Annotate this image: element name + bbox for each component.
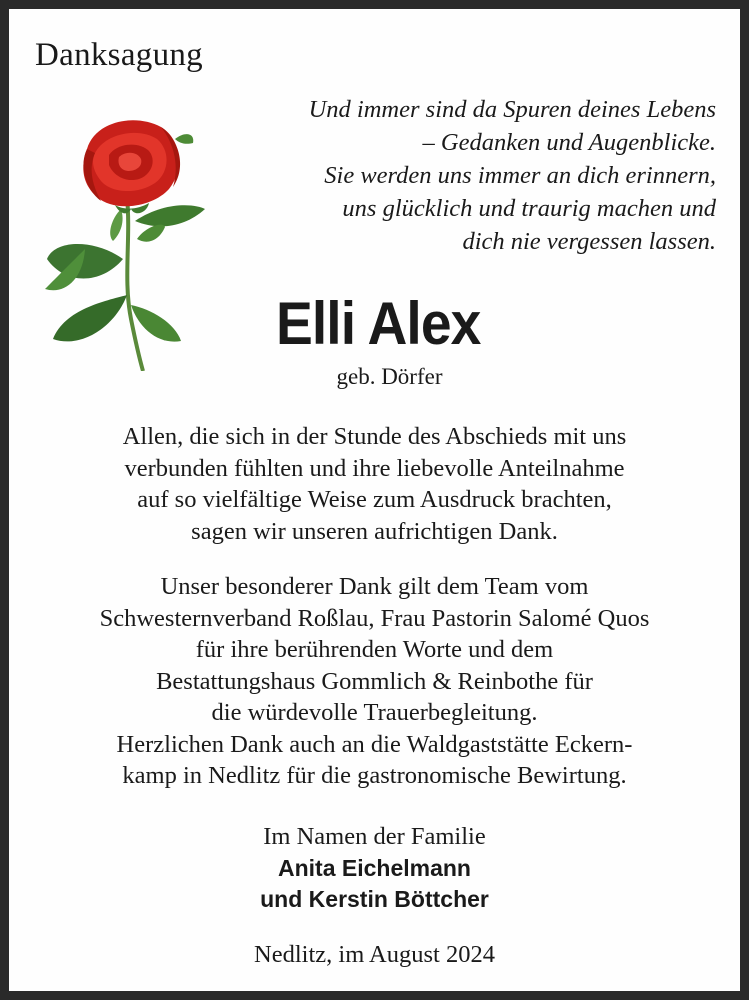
obituary-card	[9, 9, 740, 991]
poem-line: dich nie vergessen lassen.	[462, 228, 716, 255]
deceased-name: Elli Alex	[275, 290, 481, 357]
poem-line: Sie werden uns immer an dich erinnern,	[324, 162, 716, 189]
signer-name: und Kerstin Böttcher	[260, 886, 489, 912]
text-line: Allen, die sich in der Stunde des Abschieds mit uns	[122, 423, 627, 450]
signature-block	[9, 821, 740, 916]
memorial-poem	[196, 93, 716, 258]
text-line: Bestattungshaus Gommlich & Reinbothe für	[156, 667, 593, 695]
text-line: sagen wir unseren aufrichtigen Dank.	[191, 517, 558, 545]
text-line: Schwesternverband Roßlau, Frau Pastorin Salomé Quos	[99, 604, 650, 632]
heading: Danksagung	[35, 37, 203, 73]
text-line: verbunden fühlten und ihre liebevolle Anteilnahme	[124, 454, 625, 482]
text-line: kamp in Nedlitz für die gastronomische Bewirtung.	[122, 762, 627, 789]
text-line: für ihre berührenden Worte und dem	[195, 636, 554, 663]
text-line: Unser besonderer Dank gilt dem Team vom	[160, 573, 589, 600]
birth-name: geb. Dörfer	[336, 364, 443, 389]
special-thanks-paragraph	[9, 571, 740, 792]
text-line: Herzlichen Dank auch an die Waldgaststätte Eckern-	[116, 730, 633, 758]
place-date: Nedlitz, im August 2024	[254, 941, 495, 968]
poem-line: Und immer sind da Spuren deines Lebens	[308, 96, 716, 123]
poem-line: – Gedanken und Augenblicke.	[422, 129, 716, 156]
poem-line: uns glücklich und traurig machen und	[342, 195, 716, 222]
text-line: auf so vielfältige Weise zum Ausdruck brachten,	[137, 486, 612, 513]
signer-name: Anita Eichelmann	[278, 854, 471, 881]
text-line: die würdevolle Trauerbegleitung.	[211, 699, 538, 726]
thanks-paragraph	[9, 421, 740, 547]
signature-intro: Im Namen der Familie	[263, 823, 486, 850]
